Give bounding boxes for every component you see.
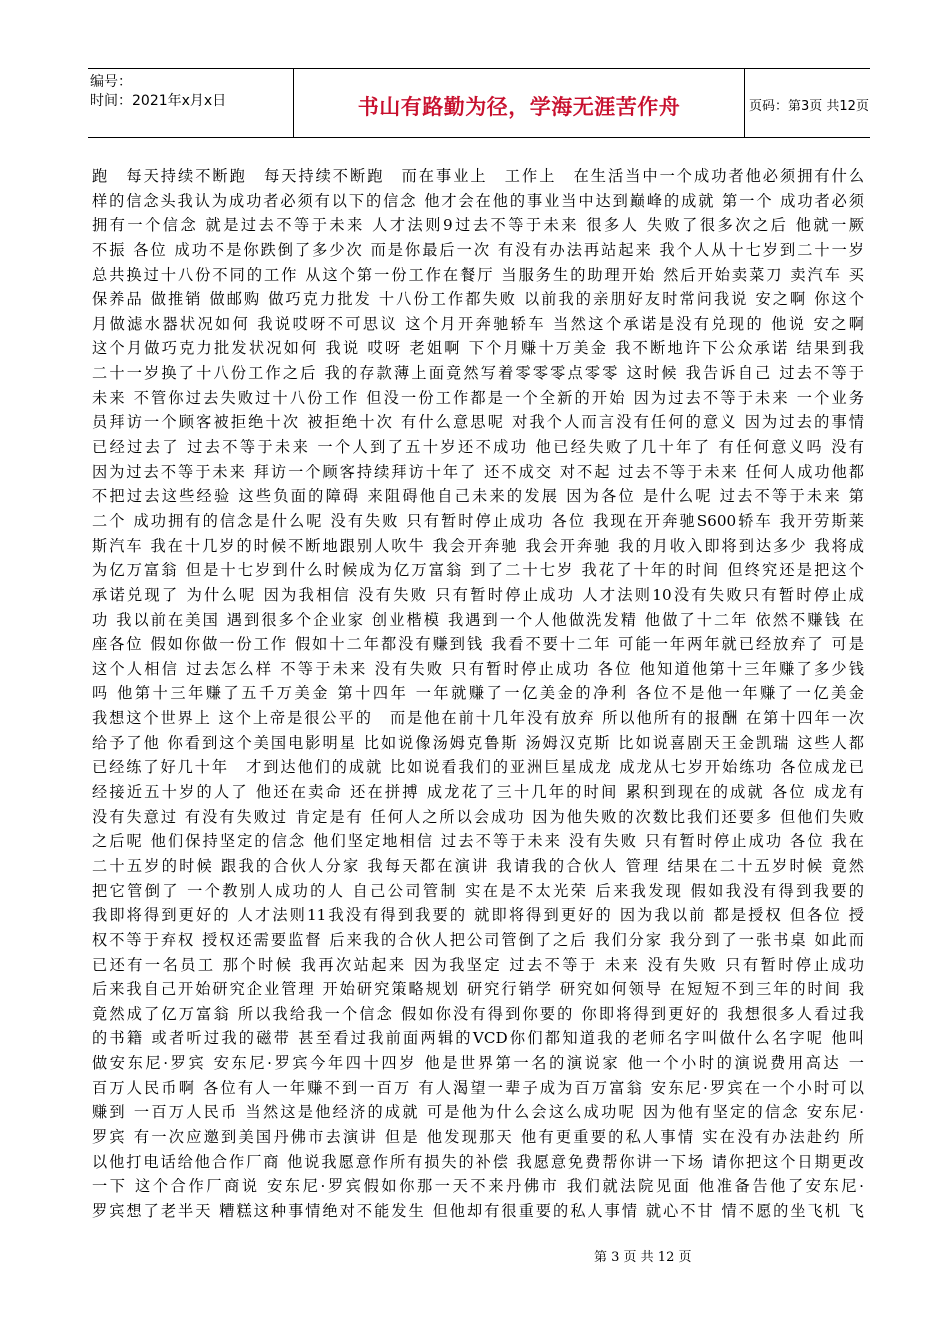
body-line: 权不等于弃权 授权还需要监督 后来我的合伙人把公司管倒了之后 我们分家 我分到了一张书桌 如此而 (92, 930, 864, 949)
body-line: 做安东尼·罗宾 安东尼·罗宾今年四十四岁 他是世界第一名的演说家 他一个小时的演说费用高达 一 (92, 1054, 864, 1073)
body-line: 不把过去这些经验 这些负面的障碍 来阻碍他自己未来的发展 因为各位 是什么呢 过去不等于未来 第 (92, 487, 864, 506)
body-line: 拥有一个信念 就是过去不等于未来 人才法则9过去不等于未来 很多人 失败了很多次之后 他就一厥 (92, 216, 864, 235)
body-line: 已经练了好几十年 才到达他们的成就 比如说看我们的亚洲巨星成龙 成龙从七岁开始练功 各位成龙已 (92, 758, 864, 777)
body-line: 把它管倒了 一个教别人成功的人 自己公司管制 实在是不太光荣 后来我发现 假如我没有得到我要的 (92, 881, 864, 900)
header-page-cell (745, 69, 870, 137)
body-line: 的书籍 或者听过我的磁带 甚至看过我前面两辑的VCD你们都知道我的老师名字叫做什么名字呢 他叫 (92, 1029, 864, 1048)
body-line: 保养品 做推销 做邮购 做巧克力批发 十八份工作都失败 以前我的亲朋好友时常问我说 安之啊 你这个 (92, 290, 864, 309)
body-line: 这个月做巧克力批发状况如何 我说 哎呀 老姐啊 下个月赚十万美金 我不断地许下公众承诺 结果到我 (92, 339, 864, 358)
body-line: 功 我以前在美国 遇到很多个企业家 创业楷模 我遇到一个人他做洗发精 他做了十二年 依然不赚钱 在 (92, 610, 864, 629)
body-line: 为亿万富翁 但是十七岁到什么时候成为亿万富翁 到了二十七岁 我花了十年的时间 但终究还是把这个 (92, 561, 864, 580)
body-line: 罗宾想了老半天 糟糕这种事情绝对不能发生 但他却有很重要的私人事情 就心不甘 情不愿的坐飞机 飞 (92, 1201, 864, 1220)
body-line: 样的信念头我认为成功者必须有以下的信念 他才会在他的事业当中达到巅峰的成就 第一个 成功者必须 (92, 191, 864, 210)
body-line: 罗宾 有一次应邀到美国丹佛市去演讲 但是 他发现那天 他有更重要的私人事情 实在没有办法赴约 所 (92, 1127, 864, 1146)
body-line: 月做滤水器状况如何 我说哎呀不可思议 这个月开奔驰轿车 当然这个承诺是没有兑现的 他说 安之啊 (92, 314, 864, 333)
body-line: 二十五岁的时候 跟我的合伙人分家 我每天都在演讲 我请我的合伙人 管理 结果在二十五岁时候 竟然 (92, 856, 864, 875)
body-line: 二个 成功拥有的信念是什么呢 没有失败 只有暂时停止成功 各位 我现在开奔驰S600轿车 我开劳斯莱 (92, 511, 864, 530)
header-page-code: 页码：第3页 共12页 (749, 99, 869, 114)
body-line: 总共换过十八份不同的工作 从这个第一份工作在餐厅 当服务生的助理开始 然后开始卖菜刀 卖汽车 买 (92, 265, 864, 284)
body-line: 后来我自己开始研究企业管理 开始研究策略规划 研究行销学 研究如何领导 在短短不到三年的时间 我 (92, 980, 864, 999)
body-line: 这个人相信 过去怎么样 不等于未来 没有失败 只有暂时停止成功 各位 他知道他第十三年赚了多少钱 (92, 659, 864, 678)
body-line: 斯汽车 我在十几岁的时候不断地跟别人吹牛 我会开奔驰 我会开奔驰 我的月收入即将到达多少 我将成 (92, 536, 864, 555)
body-line: 赚到 一百万人民币 当然这是他经济的成就 可是他为什么会这么成功呢 因为他有坚定的信念 安东尼· (92, 1103, 864, 1122)
body-line: 没有失意过 有没有失败过 肯定是有 任何人之所以会成功 因为他失败的次数比我们还要多 但他们失败 (92, 807, 864, 826)
header-left-cell (88, 69, 294, 137)
page-header (88, 68, 870, 138)
body-line: 因为过去不等于未来 拜访一个顾客持续拜访十年了 还不成交 对不起 过去不等于未来 任何人成功他都 (92, 462, 864, 481)
body-line: 员拜访一个顾客被拒绝十次 被拒绝十次 有什么意思呢 对我个人而言没有任何的意义 因为过去的事情 (92, 413, 864, 432)
body-line: 竟然成了亿万富翁 所以我给我一个信念 假如你没有得到你要的 你即将得到更好的 我想很多人看过我 (92, 1004, 864, 1023)
body-line: 我即将得到更好的 人才法则11我没有得到我要的 就即将得到更好的 因为我以前 都是授权 但各位 授 (92, 906, 864, 925)
body-line: 一下 这个合作厂商说 安东尼·罗宾假如你那一天不来丹佛市 我们就法院见面 他准备告他了安东尼· (92, 1177, 864, 1196)
body-line: 给予了他 你看到这个美国电影明星 比如说像汤姆克鲁斯 汤姆汉克斯 比如说喜剧天王金凯瑞 这些人都 (92, 733, 864, 752)
body-line: 已还有一名员工 那个时候 我再次站起来 因为我坚定 过去不等于 未来 没有失败 只有暂时停止成功 (92, 955, 864, 974)
body-line: 不振 各位 成功不是你跌倒了多少次 而是你最后一次 有没有办法再站起来 我个人从十七岁到二十一岁 (92, 240, 864, 259)
body-line: 经接近五十岁的人了 他还在卖命 还在拼搏 成龙花了三十几年的时间 累积到现在的成就 各位 成龙有 (92, 783, 864, 802)
page-footer-number: 第 3 页 共 12 页 (594, 1250, 692, 1265)
body-line: 未来 不管你过去失败过十八份工作 但没一份工作都是一个全新的开始 因为过去不等于未来 一个业务 (92, 388, 864, 407)
document-number-label: 编号： (90, 74, 132, 90)
body-line: 承诺兑现了 为什么呢 因为我相信 没有失败 只有暂时停止成功 人才法则10没有失败只有暂时停止成 (92, 585, 864, 604)
body-line: 座各位 假如你做一份工作 假如十二年都没有赚到钱 我看不要十二年 可能一年两年就已经放弃了 可是 (92, 635, 864, 654)
body-text (92, 164, 864, 1224)
body-line: 以他打电话给他合作厂商 他说我愿意作所有损失的补偿 我愿意免费帮你讲一下场 请你把这个日期更改 (92, 1152, 864, 1171)
header-motto-cell (294, 69, 745, 137)
document-date-label: 时间：2021年x月x日 (90, 93, 227, 109)
body-line: 跑 每天持续不断跑 每天持续不断跑 而在事业上 工作上 在生活当中一个成功者他必须拥有什么 (92, 167, 864, 185)
body-line: 已经过去了 过去不等于未来 一个人到了五十岁还不成功 他已经失败了几十年了 有任何意义吗 没有 (92, 438, 864, 457)
body-line: 二十一岁换了十八份工作之后 我的存款薄上面竟然写着零零零点零零 这时候 我告诉自己 过去不等于 (92, 364, 864, 383)
body-line: 之后呢 他们保持坚定的信念 他们坚定地相信 过去不等于未来 没有失败 只有暂时停止成功 各位 我在 (92, 832, 864, 851)
body-line: 吗 他第十三年赚了五千万美金 第十四年 一年就赚了一亿美金的净利 各位不是他一年赚了一亿美金 (92, 684, 864, 703)
body-line: 百万人民币啊 各位有人一年赚不到一百万 有人渴望一辈子成为百万富翁 安东尼·罗宾在一个小时可以 (92, 1078, 864, 1097)
body-line: 我想这个世界上 这个上帝是很公平的 而是他在前十几年没有放弃 所以他所有的报酬 在第十四年一次 (92, 709, 864, 728)
header-motto: 书山有路勤为径，学海无涯苦作舟 (357, 95, 681, 119)
